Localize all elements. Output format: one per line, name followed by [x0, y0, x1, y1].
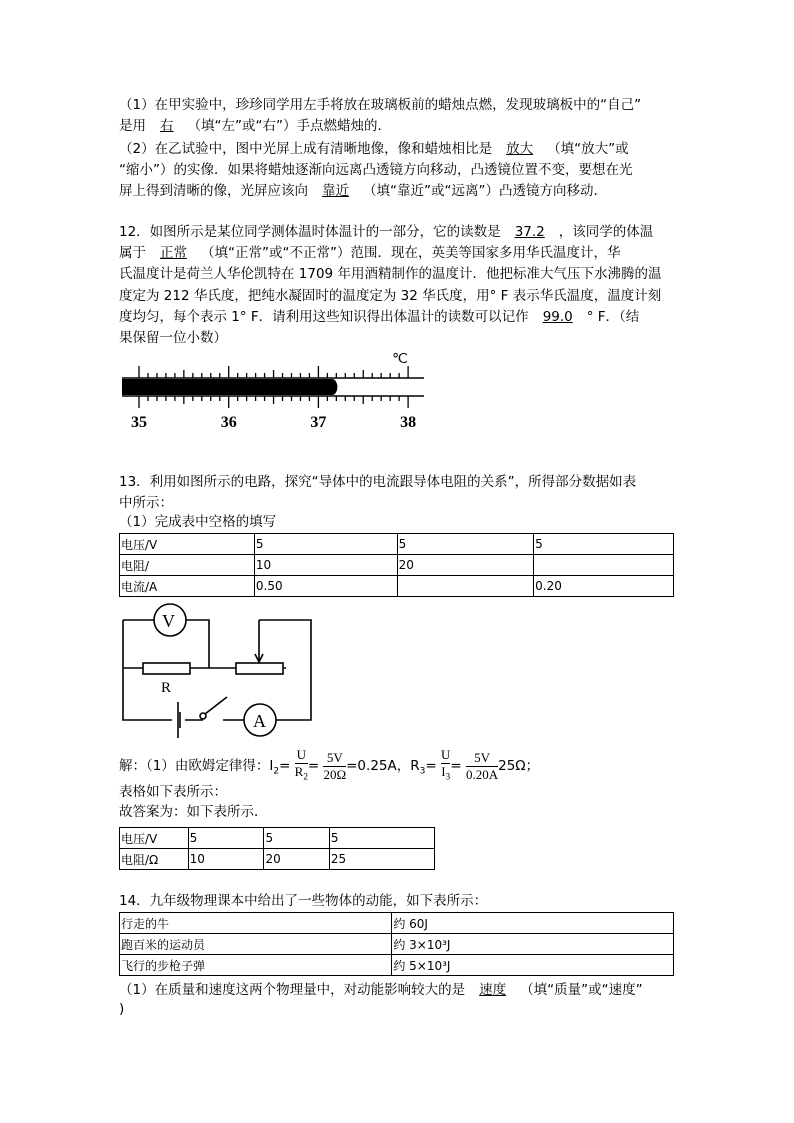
q12-line: 度均匀，每个表示 1° F．请利用这些知识得出体温计的读数可以记作 99.0 ° F．（结 — [119, 309, 640, 325]
solution-line: 解：（1）由欧姆定律得：$I_2=$ $\frac{U}{R_2}$ = $\frac{5V}{20\Omega}$ =0.25A，$R_3=$ $\frac{U}{I_3}$ = $\frac{5V}{0.20A}$ 25Ω； — [119, 747, 540, 782]
table-row — [120, 576, 674, 597]
table-cell: 10 — [188, 849, 264, 870]
table-row — [120, 849, 435, 870]
table-cell: 20 — [264, 849, 329, 870]
svg-text:V: V — [162, 611, 175, 631]
table-note: 表格如下表所示： — [119, 784, 227, 800]
table-cell: 约 3×10³J — [392, 934, 674, 955]
table-cell: 约 5×10³J — [392, 955, 674, 976]
q11-line: （2）在乙试验中，图中光屏上成有清晰地像，像和蜡烛相比是 放大 （填“放大”或 — [119, 141, 629, 157]
table-cell: 电阻/Ω — [120, 849, 189, 870]
table-cell — [534, 555, 674, 576]
table-cell: 约 60J — [392, 913, 674, 934]
answer-table — [119, 827, 435, 870]
q11-line: （1）在甲实验中，珍珍同学用左手将放在玻璃板前的蜡烛点燃，发现玻璃板中的“自己” — [119, 97, 642, 113]
q12-line: 12．如图所示是某位同学测体温时体温计的一部分，它的读数是 37.2 ，该同学的体温 — [119, 224, 654, 240]
q12-line: 果保留一位小数） — [119, 330, 227, 346]
circuit-diagram — [110, 600, 330, 740]
mercury-column — [122, 379, 337, 395]
table-cell: 0.20 — [534, 576, 674, 597]
table-cell: 电压/V — [120, 828, 189, 849]
tick-label: 38 — [400, 414, 417, 431]
tick-label: 37 — [310, 414, 327, 431]
rheostat-icon — [236, 663, 283, 674]
answer-blank: 靠近 — [322, 183, 349, 199]
table-cell: 电压/V — [120, 534, 255, 555]
answer-blank: 放大 — [506, 141, 534, 157]
thermometer-figure — [0, 0, 794, 440]
tick-label: 35 — [131, 414, 147, 431]
table-cell: 25 — [329, 849, 434, 870]
table-cell: 电流/A — [120, 576, 255, 597]
answer-blank: 正常 — [160, 245, 187, 261]
svg-text:R: R — [161, 680, 172, 696]
q14-line: ) — [119, 1001, 125, 1017]
answer-blank: 99.0 — [542, 309, 573, 325]
table-cell: 5 — [397, 534, 534, 555]
q11-line: 屏上得到清晰的像，光屏应该向 靠近 （填“靠近”或“远离”）凸透镜方向移动． — [119, 183, 607, 199]
table-cell — [397, 576, 534, 597]
answer-blank: 速度 — [479, 982, 507, 998]
table-cell: 飞行的步枪子弹 — [120, 955, 392, 976]
tick-label: 36 — [220, 414, 237, 431]
table-cell: 5 — [188, 828, 264, 849]
resistor-icon — [143, 663, 190, 674]
data-table — [119, 533, 674, 597]
table-cell: 10 — [254, 555, 397, 576]
table-cell: 5 — [254, 534, 397, 555]
table-cell: 5 — [534, 534, 674, 555]
table-row — [120, 934, 674, 955]
q12-line: 氏温度计是荷兰人华伦凯特在 1709 年用酒精制作的温度计．他把标准大气压下水沸腾的温 — [119, 266, 662, 282]
answer-blank: 右 — [160, 118, 174, 134]
q13-line: （1）完成表中空格的填写 — [119, 514, 277, 530]
q12-line: 属于 正常 （填“正常”或“不正常”）范围．现在，英美等国家多用华氏温度计，华 — [119, 245, 621, 261]
svg-text:A: A — [253, 711, 266, 731]
answer-note: 故答案为：如下表所示． — [119, 804, 268, 820]
table-row — [120, 828, 435, 849]
table-cell: 跑百米的运动员 — [120, 934, 392, 955]
q12-line: 度定为 212 华氏度，把纯水凝固时的温度定为 32 华氏度，用° F 表示华氏温度，温度计刻 — [119, 288, 662, 304]
table-cell: 电阻/ — [120, 555, 255, 576]
table-row — [120, 955, 674, 976]
table-cell: 5 — [264, 828, 329, 849]
table-row — [120, 913, 674, 934]
table-cell: 5 — [329, 828, 434, 849]
unit-label: ℃ — [392, 352, 408, 367]
table-cell: 行走的牛 — [120, 913, 392, 934]
q13-line: 中所示： — [119, 495, 173, 511]
answer-blank: 37.2 — [514, 224, 545, 240]
kinetic-energy-table — [119, 912, 674, 976]
table-row — [120, 555, 674, 576]
q14-line: （1）在质量和速度这两个物理量中，对动能影响较大的是 速度 （填“质量”或“速度” — [119, 982, 643, 998]
table-row — [120, 534, 674, 555]
q14-line: 14．九年级物理课本中给出了一些物体的动能，如下表所示： — [119, 893, 488, 909]
q11-line: “缩小”）的实像．如果将蜡烛逐渐向远离凸透镜方向移动，凸透镜位置不变，要想在光 — [119, 162, 633, 178]
q13-line: 13．利用如图所示的电路，探究“导体中的电流跟导体电阻的关系”，所得部分数据如表 — [119, 474, 637, 490]
table-cell: 20 — [397, 555, 534, 576]
table-cell: 0.50 — [254, 576, 397, 597]
q11-line: 是用 右 （填“左”或“右”）手点燃蜡烛的． — [119, 118, 391, 134]
